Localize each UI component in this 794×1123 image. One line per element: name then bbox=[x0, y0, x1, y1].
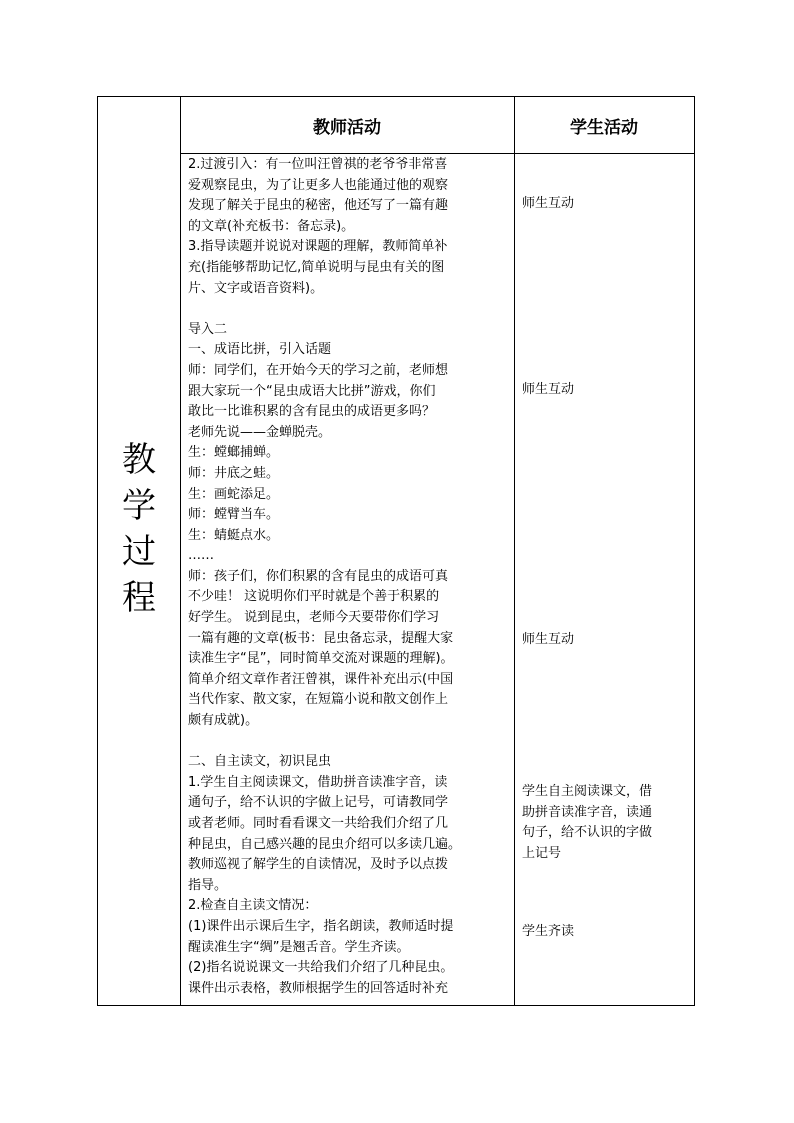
student-activity-4 bbox=[522, 782, 692, 864]
teacher-line: 颇有成就)。 bbox=[188, 713, 259, 729]
teacher-line: (2)指名说说课文一共给我们介绍了几种昆虫。 bbox=[188, 960, 454, 976]
teacher-line: 简单介绍文章作者汪曾祺，课件补充出示(中国 bbox=[188, 671, 454, 687]
teacher-activity-content bbox=[188, 155, 510, 999]
teacher-line: 二、自主读文，初识昆虫 bbox=[188, 754, 332, 770]
teacher-line: 敢比一比谁积累的含有昆虫的成语更多吗？ bbox=[188, 404, 436, 420]
teacher-line: 发现了解关于昆虫的秘密，他还写了一篇有趣 bbox=[188, 198, 449, 214]
student-line: 句子，给不认识的字做 bbox=[522, 825, 653, 841]
teacher-line: 师：同学们，在开始今天的学习之前，老师想 bbox=[188, 362, 449, 378]
teacher-line: 读准生字“昆”，同时简单交流对课题的理解)。 bbox=[188, 651, 454, 667]
teacher-line: 3.指导读题并说说对课题的理解，教师简单补 bbox=[188, 239, 448, 255]
teacher-line: (1)课件出示课后生字，指名朗读，教师适时提 bbox=[188, 918, 454, 934]
teacher-line: 的文章(补充板书：备忘录)。 bbox=[188, 218, 355, 234]
teacher-line: 2.过渡引入：有一位叫汪曾祺的老爷爷非常喜 bbox=[188, 157, 448, 172]
teacher-line: 片、文字或语音资料)。 bbox=[188, 280, 324, 296]
teacher-line: 老师先说——金蝉脱壳。 bbox=[188, 424, 332, 440]
column-divider-1 bbox=[180, 97, 181, 1005]
student-line: 师生互动 bbox=[522, 196, 575, 211]
teacher-line: …… bbox=[188, 548, 214, 564]
teacher-line: 种昆虫，自己感兴趣的昆虫介绍可以多读几遍。 bbox=[188, 836, 462, 852]
teacher-line bbox=[188, 299, 510, 320]
teacher-line: 生：螳螂捕蝉。 bbox=[188, 445, 280, 461]
teacher-line bbox=[188, 732, 510, 753]
student-activity-2 bbox=[522, 380, 692, 401]
teacher-line: 充(指能够帮助记忆,简单说明与昆虫有关的图 bbox=[188, 259, 445, 275]
teacher-line: 生：蜻蜓点水。 bbox=[188, 527, 280, 543]
teacher-line: 或者老师。同时看看课文一共给我们介绍了几 bbox=[188, 816, 449, 831]
teacher-line: 好学生。 说到昆虫，老师今天要带你们学习 bbox=[188, 610, 440, 626]
teacher-line: 师：孩子们，你们积累的含有昆虫的成语可真 bbox=[188, 568, 449, 584]
side-char: 程 bbox=[122, 578, 156, 618]
student-line: 学生齐读 bbox=[522, 924, 575, 939]
teacher-line: 跟大家玩一个“昆虫成语大比拼”游戏，你们 bbox=[188, 383, 436, 399]
teacher-line: 1.学生自主阅读课文，借助拼音读准字音，读 bbox=[188, 774, 448, 790]
side-label-teaching-process bbox=[98, 437, 180, 621]
teacher-line: 不少哇！ 这说明你们平时就是个善于积累的 bbox=[188, 589, 440, 605]
student-line: 师生互动 bbox=[522, 382, 575, 397]
teacher-line: 课件出示表格，教师根据学生的回答适时补充 bbox=[188, 980, 449, 996]
teacher-line: 2.检查自主读文情况： bbox=[188, 898, 318, 914]
side-char: 过 bbox=[122, 532, 156, 572]
teacher-line: 当代作家、散文家，在短篇小说和散文创作上 bbox=[188, 692, 449, 708]
header-teacher-activity: 教师活动 bbox=[313, 117, 381, 138]
side-char: 教 bbox=[122, 440, 156, 480]
header-student-activity: 学生活动 bbox=[570, 117, 638, 138]
student-line: 上记号 bbox=[522, 845, 562, 861]
lesson-plan-table bbox=[97, 96, 695, 1006]
student-line: 学生自主阅读课文，借 bbox=[522, 784, 653, 799]
teacher-line: 通句子，给不认识的字做上记号，可请教同学 bbox=[188, 795, 449, 811]
teacher-line: 醒读准生字“绸”是翘舌音。学生齐读。 bbox=[188, 939, 410, 955]
student-activity-5 bbox=[522, 922, 692, 943]
teacher-line: 教师巡视了解学生的自读情况，及时予以点拨 bbox=[188, 857, 449, 873]
student-line: 助拼音读准字音，读通 bbox=[522, 804, 653, 820]
teacher-line: 师：螳臂当车。 bbox=[188, 507, 280, 523]
student-line: 师生互动 bbox=[522, 632, 575, 647]
teacher-line: 导入二 bbox=[188, 321, 228, 337]
teacher-line: 一、成语比拼，引入话题 bbox=[188, 342, 332, 358]
teacher-line: 爱观察昆虫，为了让更多人也能通过他的观察 bbox=[188, 177, 449, 193]
column-divider-2 bbox=[514, 97, 515, 1005]
teacher-line: 一篇有趣的文章(板书：昆虫备忘录，提醒大家 bbox=[188, 630, 454, 646]
teacher-line: 师：井底之蛙。 bbox=[188, 465, 280, 481]
teacher-line: 生：画蛇添足。 bbox=[188, 486, 280, 502]
side-char: 学 bbox=[122, 486, 156, 526]
teacher-line: 指导。 bbox=[188, 877, 228, 893]
header-divider bbox=[180, 153, 694, 154]
student-activity-3 bbox=[522, 630, 692, 651]
student-activity-1 bbox=[522, 194, 692, 215]
